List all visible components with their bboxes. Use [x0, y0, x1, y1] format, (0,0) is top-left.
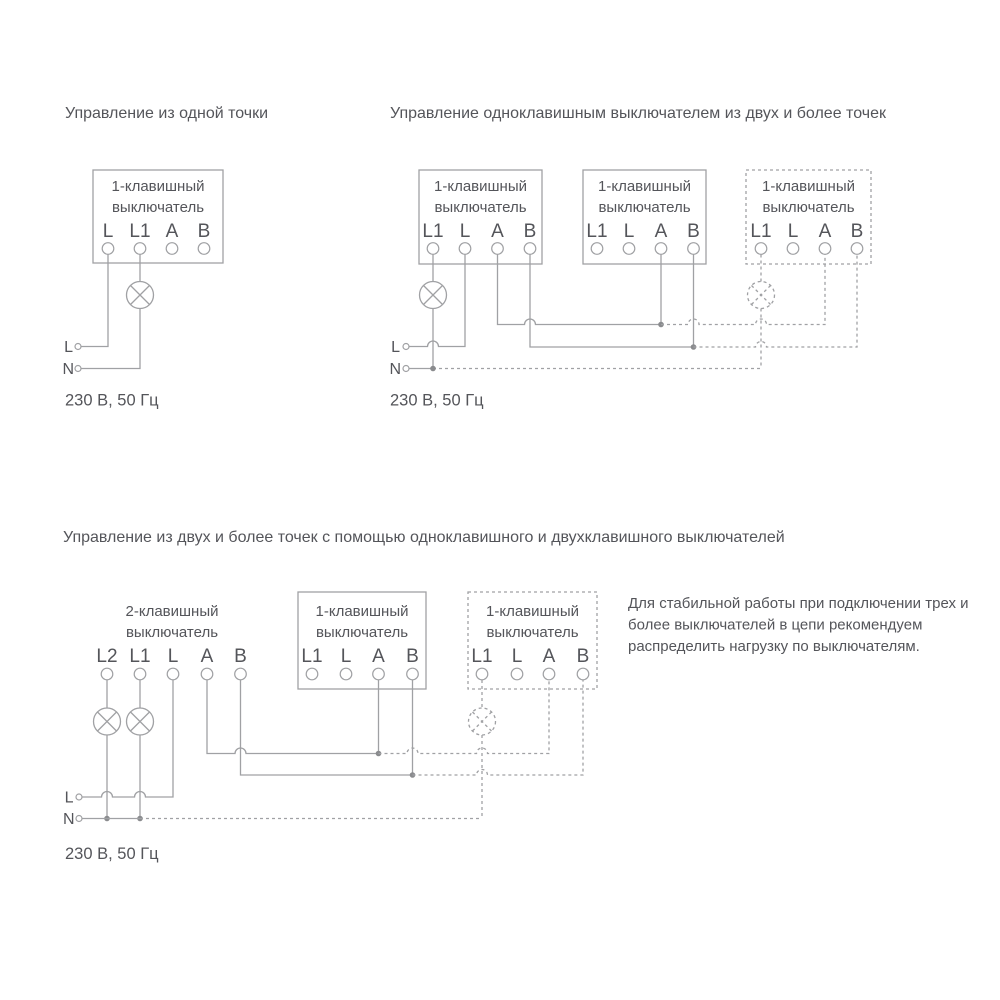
- terminal-label: L1: [301, 646, 323, 667]
- wire-bus-b: [241, 680, 413, 775]
- terminal-circle: [235, 668, 247, 680]
- supply-n-label: N: [62, 361, 74, 378]
- terminal-circle: [851, 243, 863, 255]
- terminal-circle: [134, 243, 146, 255]
- voltage-rating: 230 В, 50 Гц: [65, 845, 159, 863]
- terminal-label: L: [511, 646, 523, 667]
- terminal-circle: [492, 243, 504, 255]
- terminal-circle: [623, 243, 635, 255]
- terminal-label: L1: [422, 221, 444, 242]
- terminal-circle: [427, 243, 439, 255]
- supply-l-label: L: [64, 339, 73, 356]
- supply-terminal-n: [403, 366, 409, 372]
- lamp-icon: [127, 708, 154, 735]
- terminal-label: L: [167, 646, 179, 667]
- terminal-circle: [511, 668, 523, 680]
- wire-l-supply: [82, 680, 173, 797]
- note-line: более выключателей в цепи рекомендуем: [628, 616, 923, 634]
- terminal-label: B: [197, 221, 211, 242]
- voltage-rating: 230 В, 50 Гц: [390, 391, 484, 410]
- supply-terminal-l: [76, 794, 82, 800]
- supply-terminal-n: [76, 816, 82, 822]
- wire-bus-a-dashed: [379, 680, 550, 754]
- switch-2key: [96, 603, 246, 680]
- terminal-circle: [459, 243, 471, 255]
- switch-1key-c-optional: [746, 170, 871, 264]
- wire-bus-a: [207, 680, 379, 754]
- switch-label: 1-клавишный: [486, 603, 579, 620]
- switch-label: 1-клавишный: [111, 178, 205, 195]
- wire-l-supply: [409, 255, 465, 347]
- terminal-label: A: [165, 221, 179, 242]
- switch-label: выключатель: [315, 624, 409, 641]
- terminal-label: L: [787, 221, 799, 242]
- switch-1key-b: [583, 170, 706, 264]
- terminal-circle: [524, 243, 536, 255]
- terminal-label: B: [687, 221, 700, 242]
- switch-label: выключатель: [111, 199, 205, 216]
- terminal-label: L1: [129, 221, 151, 242]
- voltage-rating: 230 В, 50 Гц: [65, 391, 159, 410]
- terminal-label: L: [340, 646, 352, 667]
- wire-bus-a: [498, 255, 662, 325]
- terminal-circle: [102, 243, 114, 255]
- terminal-label: A: [542, 646, 556, 667]
- terminal-label: L: [459, 221, 471, 242]
- switch-label: выключатель: [486, 624, 579, 641]
- terminal-label: L2: [96, 646, 118, 667]
- terminal-circle: [373, 668, 385, 680]
- diagram-multi-point-1key: [389, 105, 887, 410]
- switch-label: 2-клавишный: [125, 603, 219, 620]
- switch-label: выключатель: [434, 199, 527, 216]
- wire-bus-a-dashed: [661, 255, 825, 325]
- terminal-label: L1: [471, 646, 493, 667]
- lamp-icon: [420, 282, 447, 309]
- wire-bus-b: [530, 255, 694, 348]
- terminal-circle: [198, 243, 210, 255]
- terminal-label: A: [491, 221, 504, 242]
- lamp-icon: [127, 282, 154, 309]
- terminal-label: A: [818, 221, 832, 242]
- lamp-icon-dashed: [469, 708, 496, 735]
- terminal-label: B: [850, 221, 864, 242]
- junction-dot: [430, 366, 436, 372]
- switch-1key-a: [419, 170, 542, 264]
- switch-1key: [93, 170, 223, 263]
- wire-bus-b-dashed: [413, 680, 584, 775]
- terminal-circle: [688, 243, 700, 255]
- supply-terminal-l: [403, 344, 409, 350]
- terminal-circle: [166, 243, 178, 255]
- note-line: Для стабильной работы при подключении трех и: [628, 595, 969, 612]
- terminal-label: B: [523, 221, 537, 242]
- terminal-circle: [167, 668, 179, 680]
- supply-n-label: N: [389, 361, 401, 378]
- section-title: Управление из двух и более точек с помощью одноклавишного и двухклавишного выключателей: [63, 529, 785, 546]
- supply-l-label: L: [391, 339, 400, 356]
- section-title: Управление одноклавишным выключателем из двух и более точек: [390, 105, 886, 122]
- terminal-circle: [543, 668, 555, 680]
- supply-terminal-l: [75, 344, 81, 350]
- supply-terminal-n: [75, 366, 81, 372]
- terminal-circle: [476, 668, 488, 680]
- terminal-label: L: [623, 221, 635, 242]
- section-title: Управление из одной точки: [65, 105, 269, 122]
- lamp-icon-dashed: [748, 282, 775, 309]
- switch-label: 1-клавишный: [315, 603, 409, 620]
- switch-1key-c-optional: [468, 592, 597, 689]
- terminal-circle: [591, 243, 603, 255]
- switch-label: выключатель: [762, 199, 855, 216]
- wire-bus-b-dashed: [694, 255, 858, 348]
- terminal-label: L: [102, 221, 114, 242]
- switch-label: 1-клавишный: [598, 178, 691, 195]
- diagram-multi-point-mixed: [63, 529, 969, 863]
- terminal-label: A: [654, 221, 668, 242]
- terminal-circle: [787, 243, 799, 255]
- terminal-circle: [755, 243, 767, 255]
- terminal-circle: [101, 668, 113, 680]
- terminal-label: B: [576, 646, 590, 667]
- terminal-circle: [201, 668, 213, 680]
- diagram-single-point: [62, 105, 268, 410]
- terminal-label: B: [234, 646, 247, 667]
- switch-label: 1-клавишный: [434, 178, 527, 195]
- terminal-circle: [407, 668, 419, 680]
- switch-label: выключатель: [598, 199, 691, 216]
- terminal-circle: [819, 243, 831, 255]
- terminal-circle: [577, 668, 589, 680]
- terminal-label: B: [406, 646, 419, 667]
- note-text: [628, 595, 969, 655]
- terminal-circle: [134, 668, 146, 680]
- terminal-label: A: [372, 646, 385, 667]
- switch-label: 1-клавишный: [762, 178, 855, 195]
- terminal-label: L1: [586, 221, 608, 242]
- supply-n-label: N: [62, 811, 75, 828]
- switch-label: выключатель: [125, 624, 219, 641]
- terminal-label: L1: [750, 221, 772, 242]
- supply-l-label: L: [64, 789, 74, 807]
- note-line: распределить нагрузку по выключателям.: [628, 638, 920, 655]
- terminal-circle: [655, 243, 667, 255]
- switch-1key-b: [298, 592, 426, 689]
- wire-n-supply: [81, 309, 140, 369]
- terminal-circle: [340, 668, 352, 680]
- terminal-label: A: [200, 646, 214, 667]
- terminal-circle: [306, 668, 318, 680]
- wire-l-supply: [81, 255, 108, 347]
- lamp-icon: [94, 708, 121, 735]
- terminal-label: L1: [129, 646, 151, 667]
